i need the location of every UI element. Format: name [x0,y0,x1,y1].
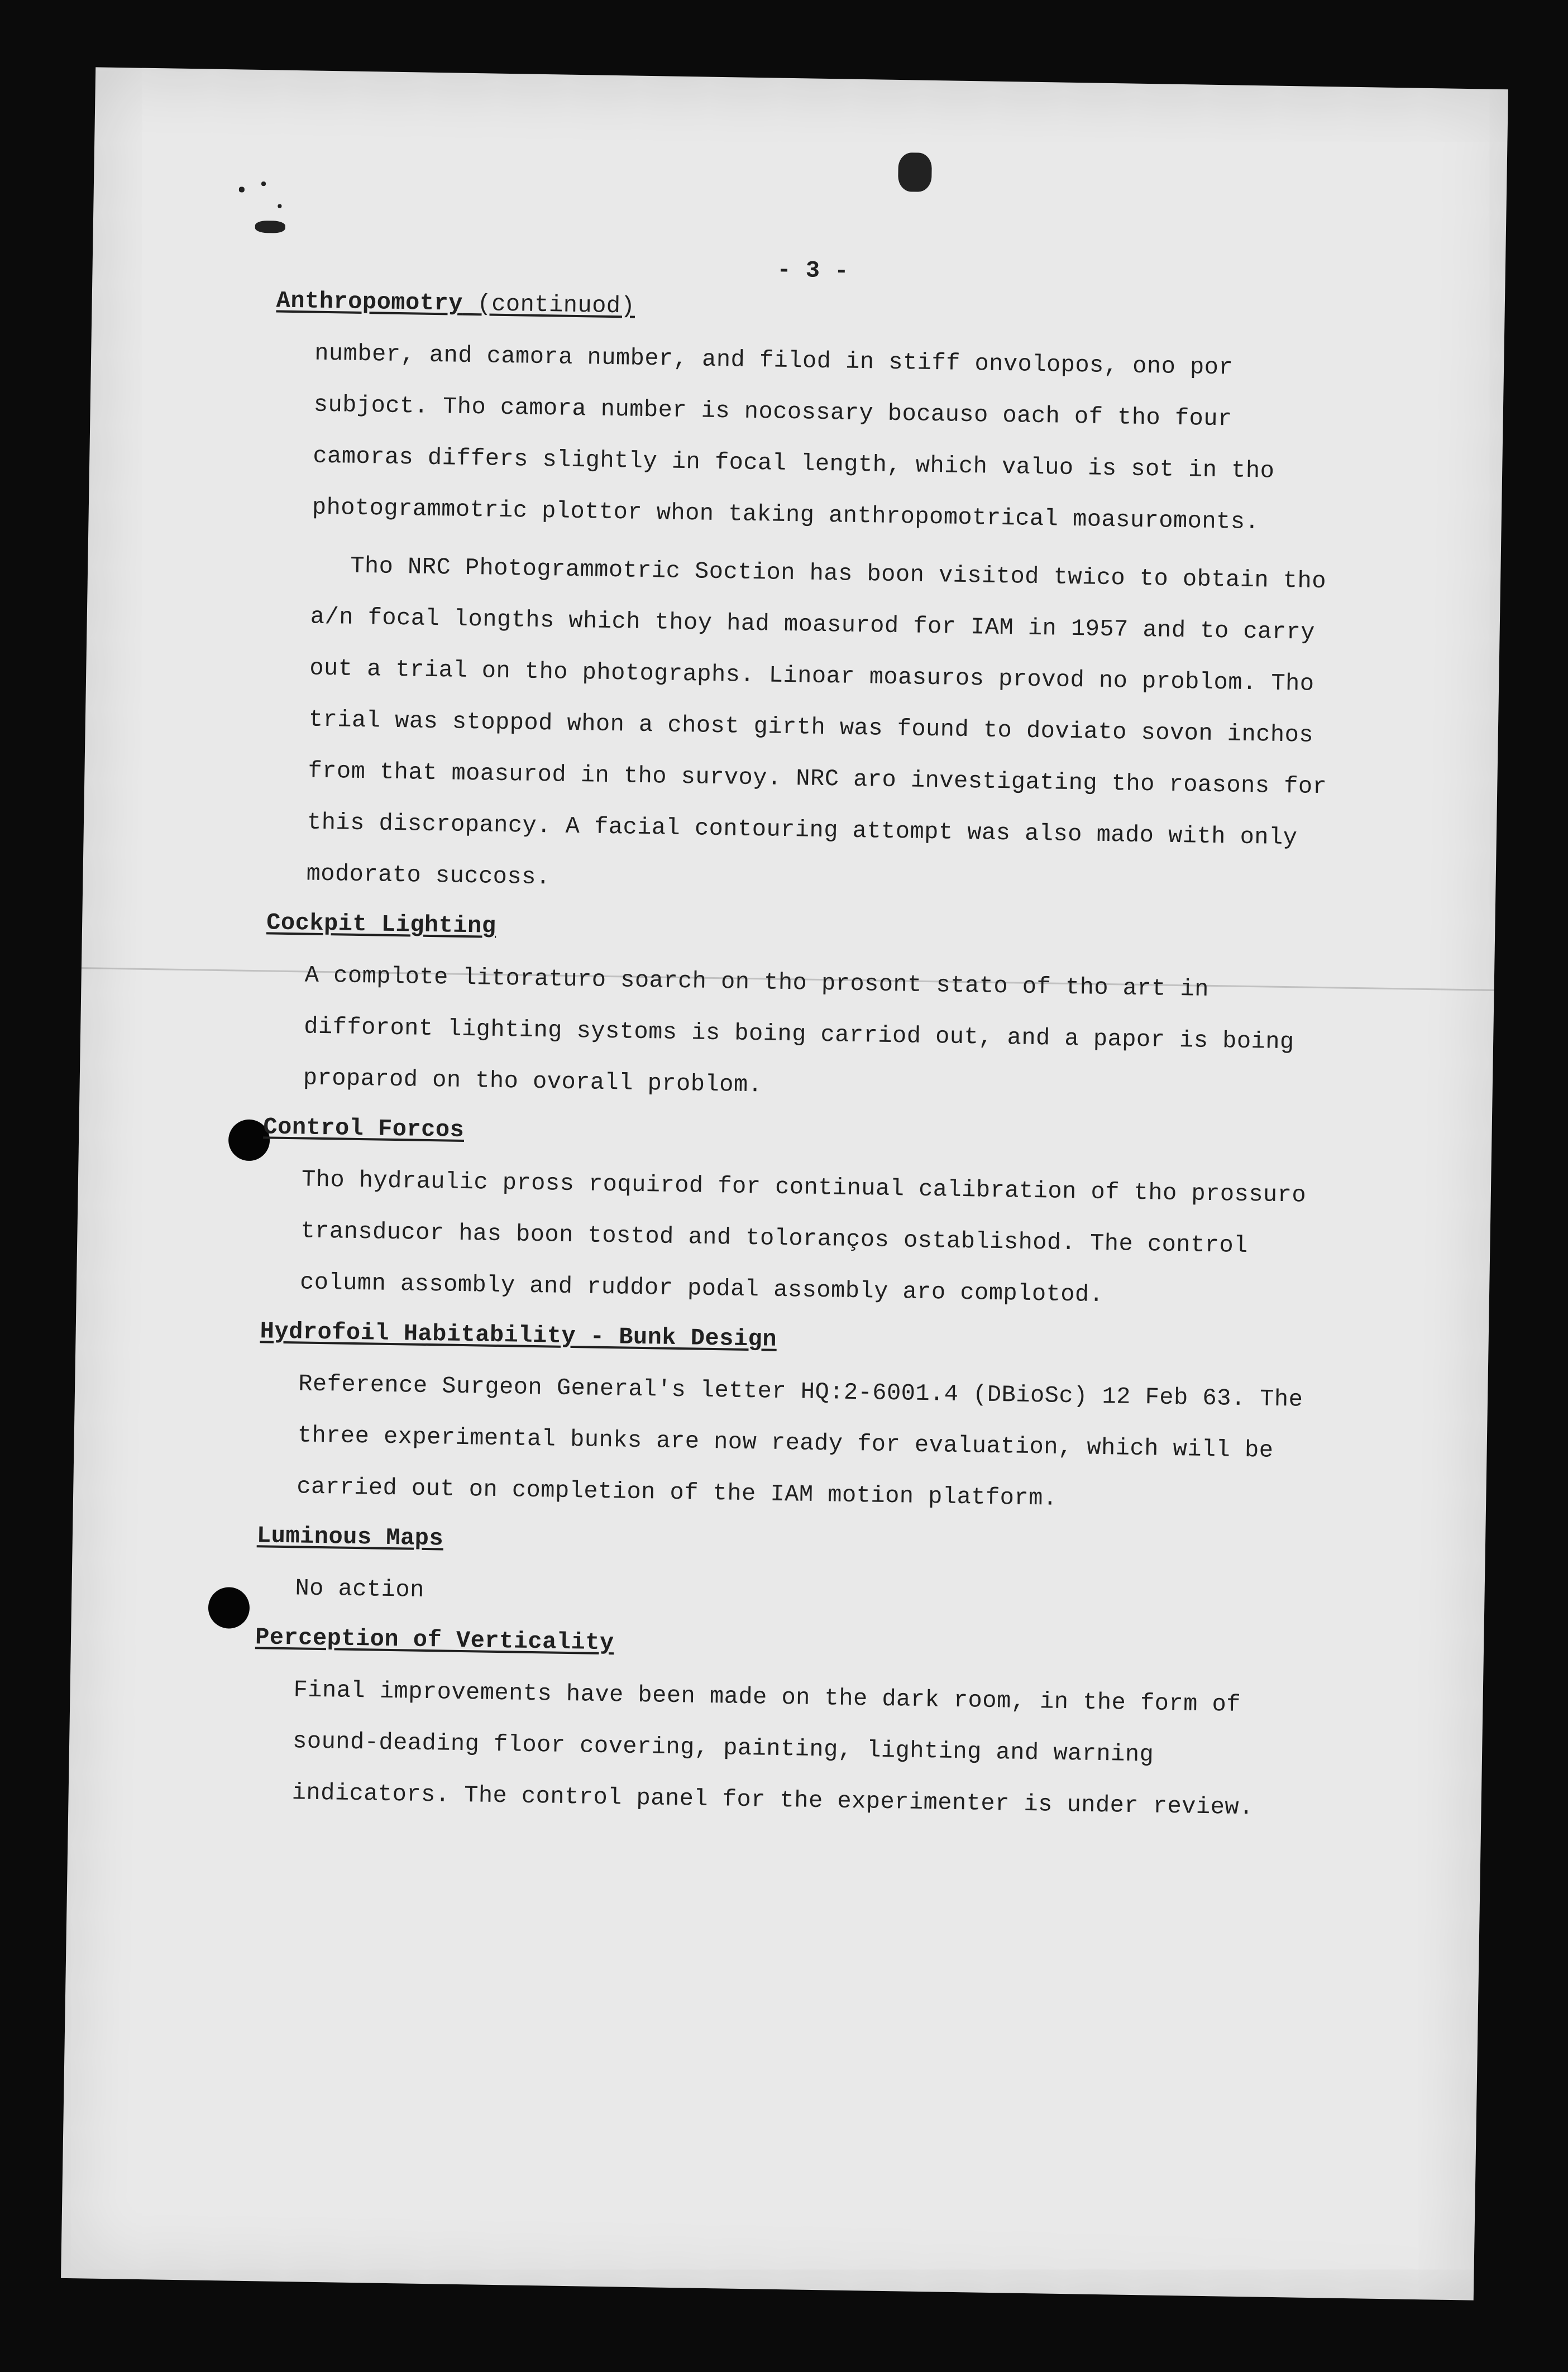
ink-speck [261,181,266,186]
section-luminous-maps [256,1518,1329,1630]
heading-suffix: (continuod) [462,290,635,320]
paragraph: Final improvements have been made on the dark room, in the form of sound-deading floor covering, painting, lighting and warning indicators. The control panel for the experimenter is under review. [291,1676,1254,1821]
paragraph: A complote litoraturo soarch on tho prosont stato of tho art in difforont lighting systoms is boing carriod out, and a papor is boing proparod on tho ovorall problom. [303,962,1295,1099]
section-heading: Control Forcos [263,1113,465,1144]
document-page [61,67,1508,2300]
section-heading [276,284,1349,335]
heading-text: Anthropomotry [276,287,463,317]
ink-speck [898,152,932,192]
punch-hole [208,1587,250,1629]
section-heading: Cockpit Lighting [266,909,496,940]
page-number: - 3 - [777,256,849,285]
ink-speck [255,221,285,233]
ink-speck [239,186,245,192]
section-control-forces [260,1110,1335,1324]
typed-document [252,249,1349,1842]
section-heading: Perception of Verticality [255,1624,615,1657]
section-perception-of-verticality [252,1620,1327,1834]
paragraph: Tho NRC Photogrammotric Soction has boon visitod twico to obtain tho a/n focal longths which thoy had moasurod for IAM in 1957 and to carry out a trial on tho photographs. Linoar moasuros provod no problom. Tho trial was stoppod whon a chost girth was found to doviato sovon inchos from that moasurod in tho survoy. NRC aro investigating tho roasons for this discropancy. A facial contouring attompt was also mado with only modorato succoss. [306,552,1327,891]
section-anthropometry [267,284,1349,916]
section-heading: Hydrofoil Habitability - Bunk Design [260,1318,777,1353]
paragraph: Tho hydraulic pross roquirod for continual calibration of tho prossuro transducor has boon tostod and toloranços ostablishod. The control column assombly and ruddor podal assombly aro complotod. [299,1166,1307,1308]
ink-speck [278,204,281,208]
paragraph: number, and camora number, and filod in stiff onvolopos, ono por subjoct. Tho camora number is nocossary bocauso oach of tho four camoras differs slightly in focal length, which valuo is sot in tho photogrammotric plottor whon taking anthropomotrical moasuromonts. [312,339,1275,536]
section-hydrofoil-habitability [257,1314,1332,1528]
section-cockpit-lighting [264,905,1338,1120]
paragraph: No action [295,1575,425,1604]
paragraph: Reference Surgeon General's letter HQ:2-6001.4 (DBioSc) 12 Feb 63. The three experimental bunks are now ready for evaluation, which will be carried out on completion of the IAM motion platform. [296,1370,1303,1512]
section-heading: Luminous Maps [256,1522,444,1552]
